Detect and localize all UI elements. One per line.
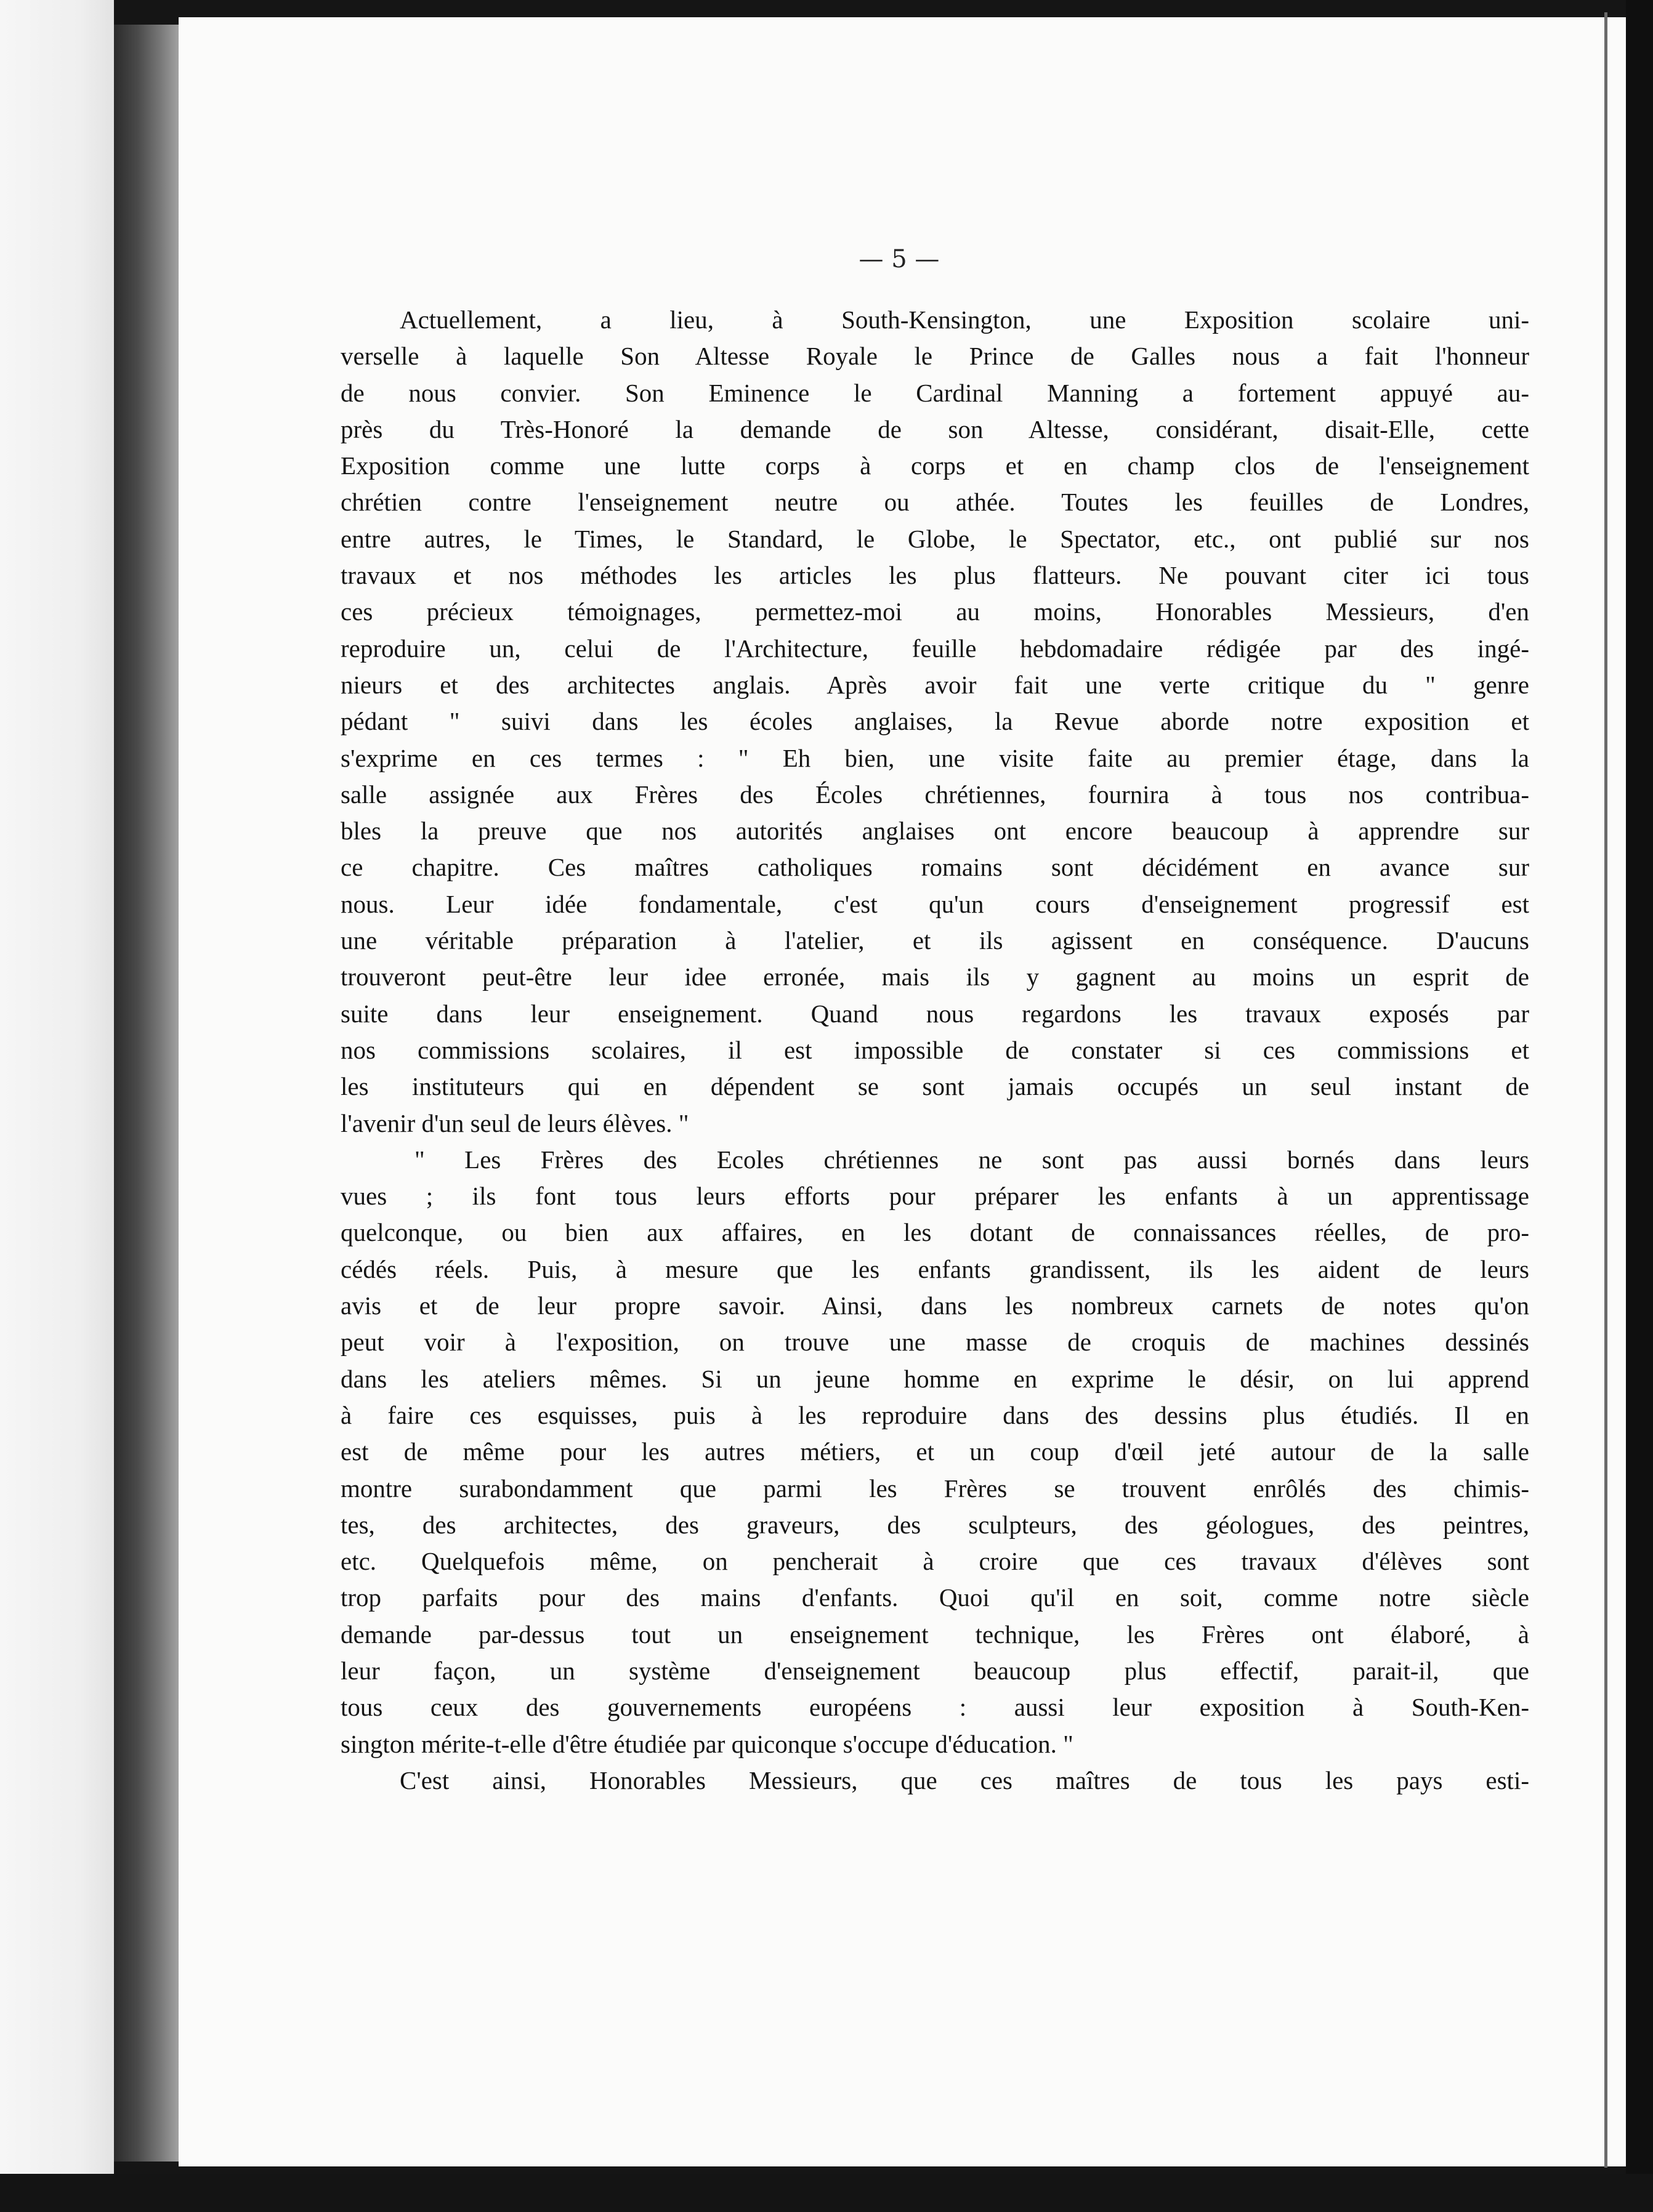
- text-line: quelconque, ou bien aux affaires, en les dotant de connaissances réelles, de pro-: [341, 1218, 1529, 1247]
- text-line: reproduire un, celui de l'Architecture, feuille hebdomadaire rédigée par des ingé-: [341, 634, 1529, 663]
- right-page-edge-line: [1604, 12, 1607, 2168]
- text-line: travaux et nos méthodes les articles les plus flatteurs. Ne pouvant citer ici tous: [341, 561, 1529, 590]
- text-line: cédés réels. Puis, à mesure que les enfants grandissent, ils les aident de leurs: [341, 1254, 1529, 1283]
- left-page-edge: [0, 0, 114, 2212]
- text-line: nieurs et des architectes anglais. Après avoir fait une verte critique du " genre: [341, 670, 1529, 699]
- text-line: Exposition comme une lutte corps à corps et en champ clos de l'enseignement: [341, 451, 1529, 480]
- text-line: leur façon, un système d'enseignement beaucoup plus effectif, parait-il, que: [341, 1656, 1529, 1685]
- text-line: bles la preuve que nos autorités anglaises ont encore beaucoup à apprendre sur: [341, 817, 1529, 846]
- text-line: verselle à laquelle Son Altesse Royale le Prince de Galles nous a fait l'honneur: [341, 342, 1529, 371]
- text-line: nous. Leur idée fondamentale, c'est qu'un cours d'enseignement progressif est: [341, 889, 1529, 918]
- text-line: près du Très-Honoré la demande de son Altesse, considérant, disait-Elle, cette: [341, 414, 1529, 443]
- text-line: les instituteurs qui en dépendent se sont jamais occupés un seul instant de: [341, 1072, 1529, 1101]
- body-text: [341, 302, 1529, 1799]
- text-line: peut voir à l'exposition, on trouve une masse de croquis de machines dessinés: [341, 1328, 1529, 1357]
- text-line: salle assignée aux Frères des Écoles chrétiennes, fournira à tous nos contribua-: [341, 780, 1529, 809]
- text-line: est de même pour les autres métiers, et un coup d'œil jeté autour de la salle: [341, 1437, 1529, 1466]
- text-line: pédant " suivi dans les écoles anglaises, la Revue aborde notre exposition et: [341, 707, 1529, 736]
- text-line: de nous convier. Son Eminence le Cardinal Manning a fortement appuyé au-: [341, 378, 1529, 407]
- text-line: à faire ces esquisses, puis à les reproduire dans des dessins plus étudiés. Il en: [341, 1400, 1529, 1429]
- text-line: tous ceux des gouvernements européens : aussi leur exposition à South-Ken-: [341, 1693, 1529, 1722]
- text-line: ces précieux témoignages, permettez-moi au moins, Honorables Messieurs, d'en: [341, 597, 1529, 626]
- text-line: avis et de leur propre savoir. Ainsi, dans les nombreux carnets de notes qu'on: [341, 1291, 1529, 1320]
- text-line: s'exprime en ces termes : " Eh bien, une visite faite au premier étage, dans la: [341, 743, 1529, 772]
- text-line: sington mérite-t-elle d'être étudiée par quiconque s'occupe d'éducation. ": [341, 1729, 1073, 1758]
- text-line: entre autres, le Times, le Standard, le Globe, le Spectator, etc., ont publié sur nos: [341, 524, 1529, 553]
- scan-right-border: [1626, 0, 1653, 2212]
- text-line: trouveront peut-être leur idee erronée, mais ils y gagnent au moins un esprit de: [341, 963, 1529, 991]
- text-line: vues ; ils font tous leurs efforts pour préparer les enfants à un apprentissage: [341, 1182, 1529, 1211]
- text-line: l'avenir d'un seul de leurs élèves. ": [341, 1108, 689, 1137]
- text-line: C'est ainsi, Honorables Messieurs, que ces maîtres de tous les pays esti-: [400, 1766, 1529, 1794]
- text-line: " Les Frères des Ecoles chrétiennes ne sont pas aussi bornés dans leurs: [414, 1145, 1529, 1174]
- text-line: chrétien contre l'enseignement neutre ou athée. Toutes les feuilles de Londres,: [341, 488, 1529, 517]
- page-number: — 5 —: [859, 245, 940, 273]
- text-line: ce chapitre. Ces maîtres catholiques romains sont décidément en avance sur: [341, 853, 1529, 882]
- text-line: une véritable préparation à l'atelier, et ils agissent en conséquence. D'aucuns: [341, 926, 1529, 955]
- text-line: trop parfaits pour des mains d'enfants. Quoi qu'il en soit, comme notre siècle: [341, 1583, 1529, 1612]
- text-line: Actuellement, a lieu, à South-Kensington, une Exposition scolaire uni-: [400, 305, 1529, 334]
- text-line: etc. Quelquefois même, on pencherait à croire que ces travaux d'élèves sont: [341, 1547, 1529, 1576]
- text-line: nos commissions scolaires, il est impossible de constater si ces commissions et: [341, 1035, 1529, 1064]
- scan-bottom-border: [0, 2174, 1653, 2212]
- book-gutter-shadow: [114, 25, 182, 2162]
- text-line: tes, des architectes, des graveurs, des sculpteurs, des géologues, des peintres,: [341, 1510, 1529, 1539]
- text-line: suite dans leur enseignement. Quand nous regardons les travaux exposés par: [341, 999, 1529, 1028]
- page-sheet: [179, 17, 1626, 2166]
- text-line: demande par-dessus tout un enseignement technique, les Frères ont élaboré, à: [341, 1620, 1529, 1649]
- text-line: dans les ateliers mêmes. Si un jeune homme en exprime le désir, on lui apprend: [341, 1364, 1529, 1393]
- text-line: montre surabondamment que parmi les Frères se trouvent enrôlés des chimis-: [341, 1474, 1529, 1503]
